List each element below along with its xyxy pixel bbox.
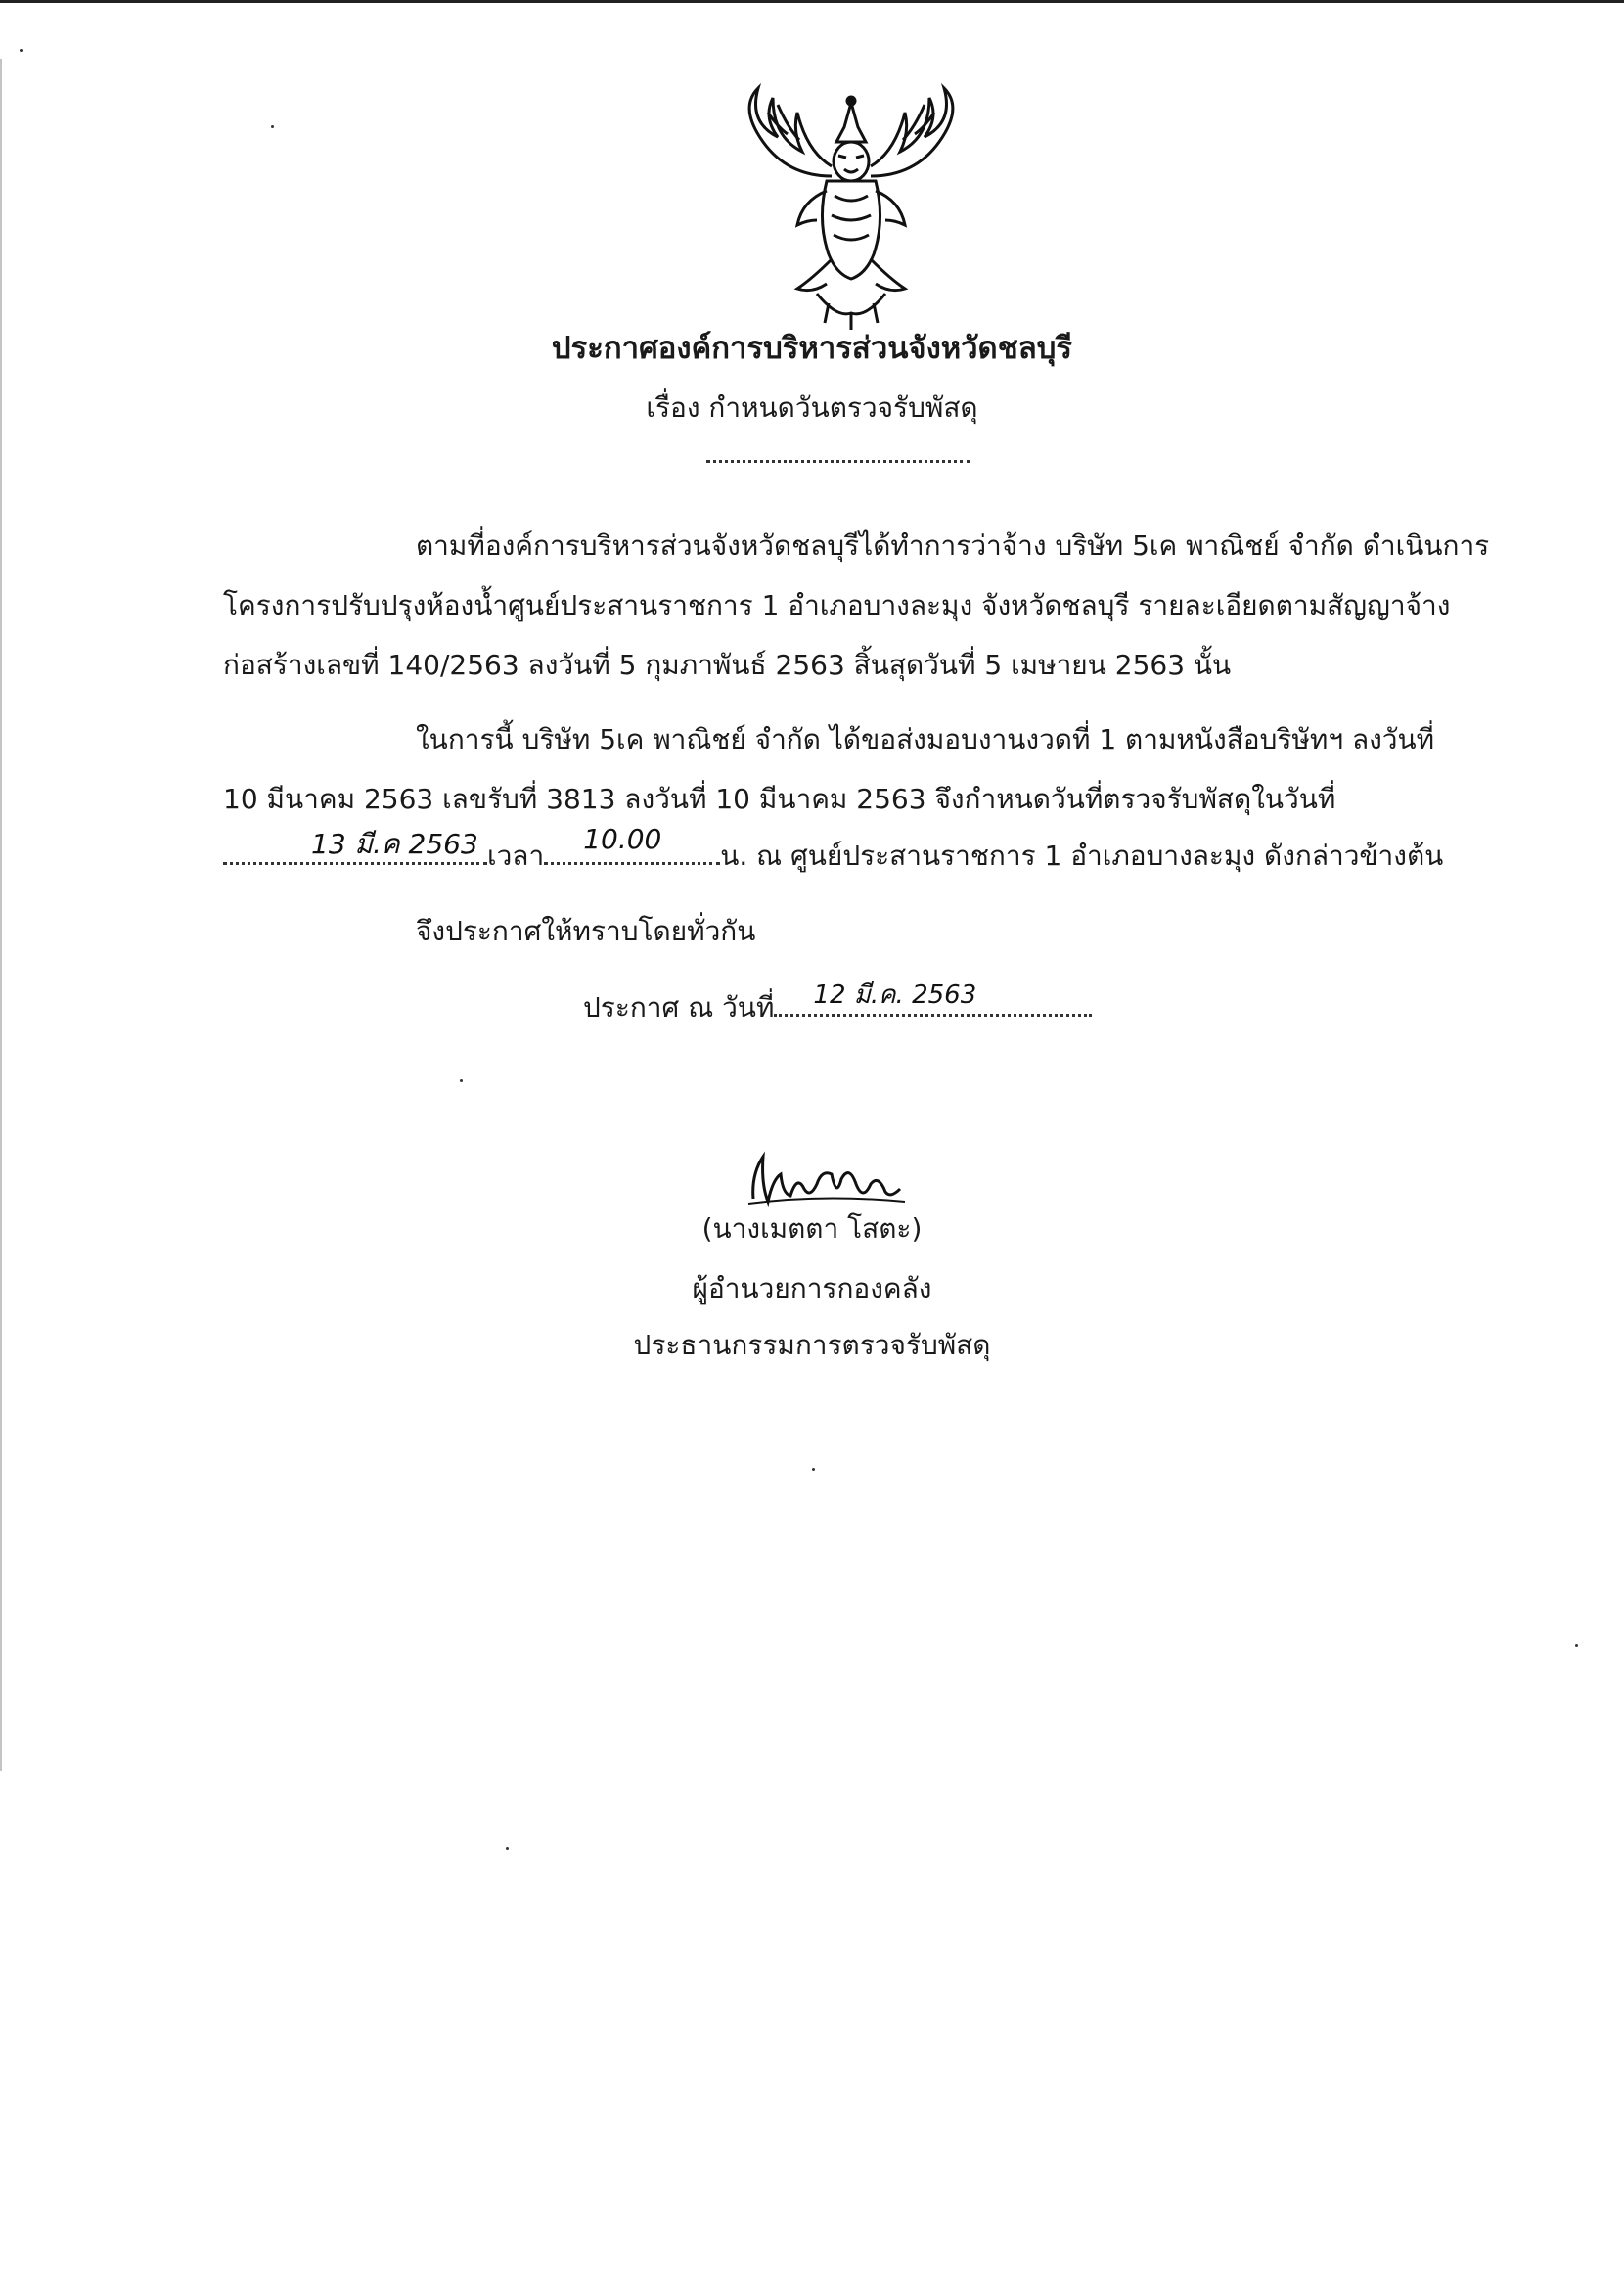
inspection-time-field <box>544 823 720 865</box>
handwritten-inspection-date: 13 มี.ค 2563 <box>311 828 478 860</box>
scan-speck <box>506 1847 509 1850</box>
announce-date-line <box>583 980 1092 1029</box>
scan-speck <box>460 1079 463 1082</box>
scan-speck <box>20 49 23 52</box>
paragraph-2-line-2: 10 มีนาคม 2563 เลขรับที่ 3813 ลงวันที่ 10 มีนาคม 2563 จึงกำหนดวันที่ตรวจรับพัสดุในวันที่ <box>223 783 1336 815</box>
announcement-title: ประกาศองค์การบริหารส่วนจังหวัดชลบุรี <box>551 331 1073 366</box>
scan-speck <box>812 1468 815 1471</box>
paragraph-1-line-1: ตามที่องค์การบริหารส่วนจังหวัดชลบุรีได้ทำการว่าจ้าง บริษัท 5เค พาณิชย์ จำกัด ดำเนินการ <box>416 529 1490 562</box>
announcement-subject: เรื่อง กำหนดวันตรวจรับพัสดุ <box>646 391 978 424</box>
paragraph-2-line-1: ในการนี้ บริษัท 5เค พาณิชย์ จำกัด ได้ขอส่งมอบงานงวดที่ 1 ตามหนังสือบริษัทฯ ลงวันที่ <box>416 723 1435 755</box>
scan-speck <box>1575 1644 1578 1647</box>
time-label: เวลา <box>487 840 545 872</box>
scan-left-edge <box>0 59 2 1771</box>
handwritten-announce-date: 12 มี.ค. 2563 <box>813 980 977 1010</box>
paragraph-3: จึงประกาศให้ทราบโดยทั่วกัน <box>416 915 756 947</box>
handwritten-inspection-time: 10.00 <box>583 823 662 855</box>
garuda-emblem-icon <box>719 83 983 333</box>
announce-date-label: ประกาศ ณ วันที่ <box>583 991 775 1024</box>
paragraph-1-line-2: โครงการปรับปรุงห้องน้ำศูนย์ประสานราชการ 1 อำเภอบางละมุง จังหวัดชลบุรี รายละเอียดตามสัญญาจ้าง <box>223 589 1451 621</box>
inspection-date-field <box>223 828 487 865</box>
paragraph-1-line-3: ก่อสร้างเลขที่ 140/2563 ลงวันที่ 5 กุมภาพันธ์ 2563 สิ้นสุดวันที่ 5 เมษายน 2563 นั้น <box>223 649 1232 681</box>
scan-speck <box>271 125 274 128</box>
signatory-position-1: ผู้อำนวยการกองคลัง <box>692 1272 932 1304</box>
signatory-name: (นางเมตตา โสตะ) <box>701 1212 923 1245</box>
handwritten-signature-icon <box>744 1145 910 1213</box>
signatory-position-2: ประธานกรรมการตรวจรับพัสดุ <box>633 1329 991 1361</box>
scan-top-border <box>0 0 1624 3</box>
announce-date-field <box>774 980 1092 1017</box>
title-separator <box>706 460 970 463</box>
location-text: น. ณ ศูนย์ประสานราชการ 1 อำเภอบางละมุง ดังกล่าวข้างต้น <box>720 840 1444 872</box>
paragraph-2-line-3 <box>223 823 1444 878</box>
